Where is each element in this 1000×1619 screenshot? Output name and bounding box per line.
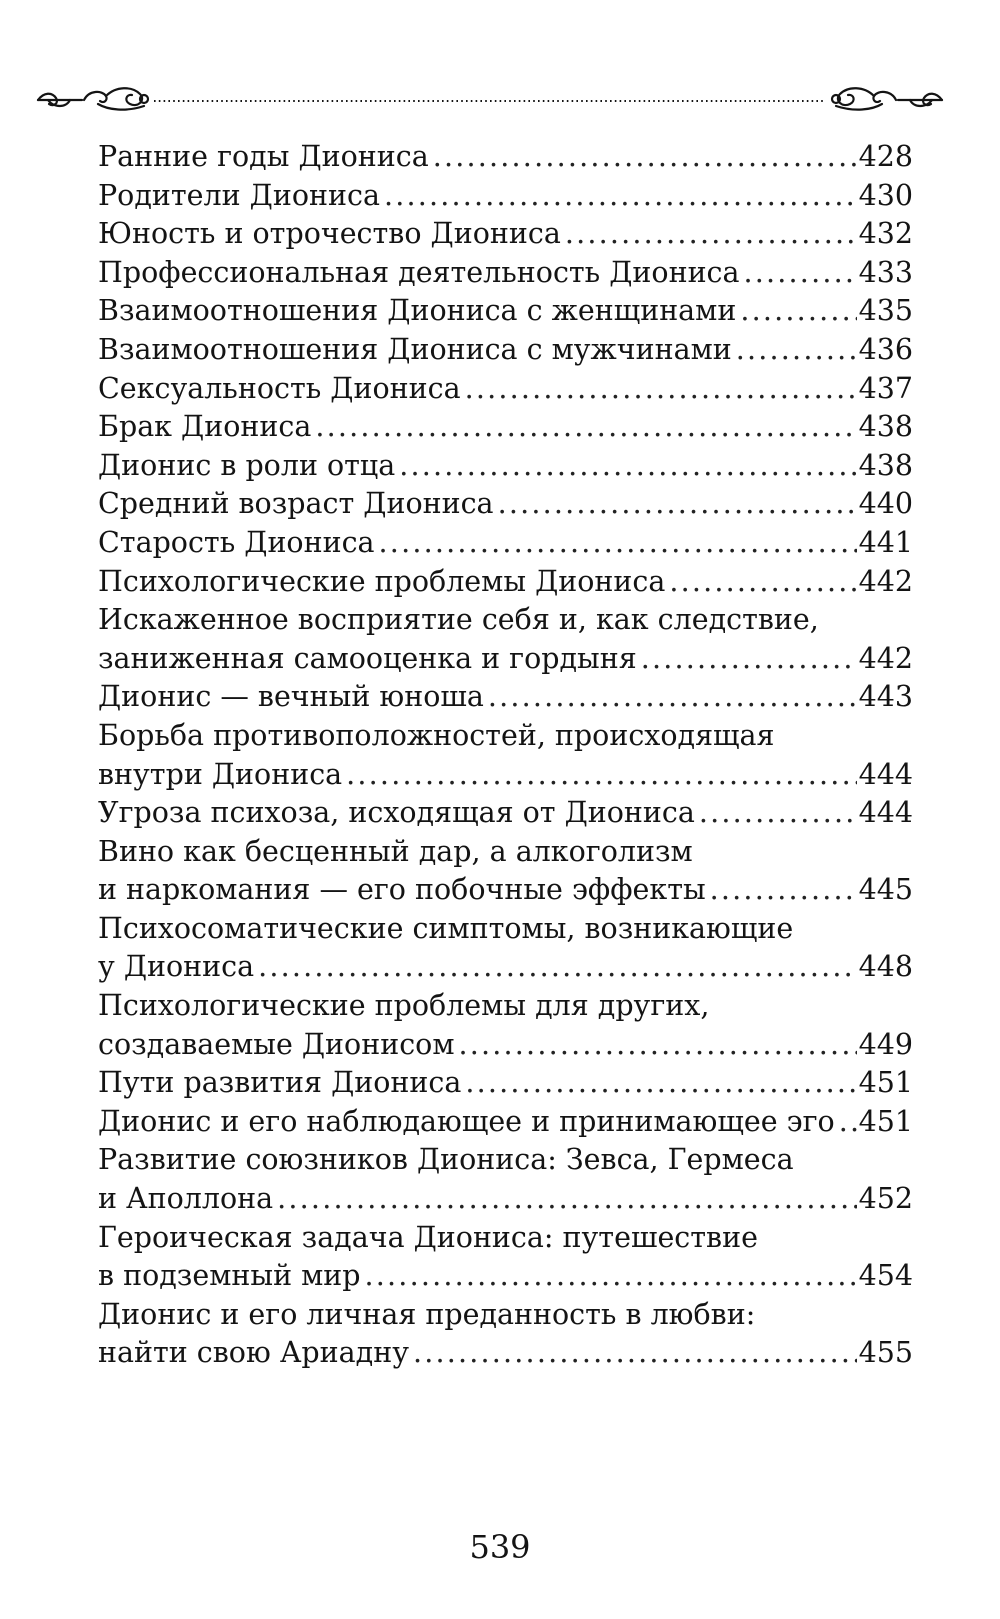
toc-entry-title: Взаимоотношения Диониса с женщинами <box>98 294 737 328</box>
toc-entry-title: Старость Диониса <box>98 525 375 559</box>
toc-entry <box>98 331 913 370</box>
toc-entry-page: 451 <box>858 1104 913 1138</box>
toc-entry-title: Профессиональная деятельность Диониса <box>98 255 740 289</box>
toc-entry-title: в подземный мир <box>98 1259 361 1293</box>
toc-entry <box>98 408 913 447</box>
toc-entry-page: 441 <box>858 525 913 559</box>
dot-leader <box>488 678 857 717</box>
toc-entry <box>98 138 913 177</box>
dot-leader <box>565 215 857 254</box>
dot-leader <box>258 948 856 987</box>
toc-entry-continued <box>98 1141 913 1180</box>
dot-leader <box>459 1026 857 1065</box>
toc-entry-title: Психологические проблемы для других, <box>98 989 710 1023</box>
dot-leader <box>465 1064 856 1103</box>
dot-leader <box>641 640 857 679</box>
dot-leader <box>277 1180 856 1219</box>
toc-entry <box>98 1257 913 1296</box>
toc-entry-title: Угроза психоза, исходящая от Диониса <box>98 796 695 830</box>
toc-entry-title: Психологические проблемы Диониса <box>98 564 666 598</box>
dot-leader <box>744 254 857 293</box>
dot-leader <box>699 794 857 833</box>
toc-entry <box>98 871 913 910</box>
toc-entry-continued <box>98 1219 913 1258</box>
dot-leader <box>740 292 856 331</box>
toc-entry-title: Сексуальность Диониса <box>98 371 461 405</box>
dot-leader <box>433 138 857 177</box>
toc-entry-page: 455 <box>858 1336 913 1370</box>
toc-entry-title: Вино как бесценный дар, а алкоголизм <box>98 834 693 868</box>
toc-entry-title: Искаженное восприятие себя и, как следствие, <box>98 603 819 637</box>
dot-leader <box>379 524 857 563</box>
dot-leader <box>399 447 856 486</box>
dot-leader <box>365 1257 857 1296</box>
toc-entry-continued <box>98 987 913 1026</box>
toc-entry-page: 437 <box>858 371 913 405</box>
toc-entry-title: Психосоматические симптомы, возникающие <box>98 911 794 945</box>
toc-entry <box>98 524 913 563</box>
toc-entry-page: 444 <box>858 757 913 791</box>
toc-entry <box>98 1180 913 1219</box>
scroll-flourish-divider-icon <box>34 82 946 116</box>
toc-entry-title: создаваемые Дионисом <box>98 1027 455 1061</box>
toc-entry-page: 436 <box>858 332 913 366</box>
toc-entry <box>98 1026 913 1065</box>
toc-entry-title: Юность и отрочество Диониса <box>98 217 561 251</box>
dot-leader <box>498 485 857 524</box>
dot-leader <box>384 177 857 216</box>
toc-entry <box>98 756 913 795</box>
toc-entry <box>98 177 913 216</box>
toc-entry-title: Пути развития Диониса <box>98 1066 462 1100</box>
toc-entry-page: 440 <box>858 487 913 521</box>
toc-entry <box>98 948 913 987</box>
toc-entry-page: 448 <box>858 950 913 984</box>
toc-entry-title: Развитие союзников Диониса: Зевса, Гермеса <box>98 1143 794 1177</box>
dot-leader <box>315 408 856 447</box>
toc-entry-title: Взаимоотношения Диониса с мужчинами <box>98 332 732 366</box>
toc-entry <box>98 447 913 486</box>
toc-entry-page: 442 <box>858 641 913 675</box>
toc-entry-title: найти свою Ариадну <box>98 1336 409 1370</box>
toc-entry-title: Дионис и его личная преданность в любви: <box>98 1297 756 1331</box>
page-number: 539 <box>469 1528 531 1566</box>
toc-entry-page: 432 <box>858 217 913 251</box>
toc-entry <box>98 1103 913 1142</box>
toc-entry-title: и наркомания — его побочные эффекты <box>98 873 706 907</box>
toc-entry-page: 435 <box>858 294 913 328</box>
toc-entry-page: 443 <box>858 680 913 714</box>
toc-entry <box>98 370 913 409</box>
dot-leader <box>413 1334 857 1373</box>
toc-entry-continued <box>98 717 913 756</box>
toc-entry-page: 451 <box>858 1066 913 1100</box>
toc-entry-page: 454 <box>858 1259 913 1293</box>
toc-entry-page: 438 <box>858 410 913 444</box>
dot-leader <box>465 370 857 409</box>
toc-entry <box>98 1334 913 1373</box>
toc-entry-page: 449 <box>858 1027 913 1061</box>
dot-leader <box>736 331 857 370</box>
toc-entry-page: 445 <box>858 873 913 907</box>
toc-entry-title: заниженная самооценка и гордыня <box>98 641 637 675</box>
toc-entry-page: 442 <box>858 564 913 598</box>
table-of-contents <box>98 138 913 1373</box>
toc-entry-title: внутри Диониса <box>98 757 343 791</box>
dot-leader <box>346 756 856 795</box>
toc-entry <box>98 485 913 524</box>
toc-entry-title: у Диониса <box>98 950 255 984</box>
toc-entry <box>98 254 913 293</box>
toc-entry <box>98 794 913 833</box>
toc-entry-page: 438 <box>858 448 913 482</box>
toc-entry-continued <box>98 910 913 949</box>
toc-entry-title: Дионис — вечный юноша <box>98 680 484 714</box>
dot-leader <box>710 871 857 910</box>
toc-entry-title: Средний возраст Диониса <box>98 487 494 521</box>
toc-entry-title: и Аполлона <box>98 1182 274 1216</box>
toc-entry-continued <box>98 601 913 640</box>
toc-entry-page: 433 <box>858 255 913 289</box>
toc-entry <box>98 563 913 602</box>
toc-entry <box>98 292 913 331</box>
toc-entry-title: Брак Диониса <box>98 410 312 444</box>
dot-leader <box>669 563 856 602</box>
toc-entry <box>98 1064 913 1103</box>
toc-entry <box>98 640 913 679</box>
toc-entry-title: Родители Диониса <box>98 178 380 212</box>
toc-entry <box>98 678 913 717</box>
toc-entry-page: 452 <box>858 1182 913 1216</box>
toc-entry-title: Борьба противоположностей, происходящая <box>98 718 775 752</box>
toc-entry-continued <box>98 1296 913 1335</box>
toc-entry-page: 430 <box>858 178 913 212</box>
dot-leader <box>839 1103 857 1142</box>
toc-entry-page: 428 <box>858 140 913 173</box>
toc-entry-title: Дионис и его наблюдающее и принимающее эго <box>98 1104 835 1138</box>
toc-entry <box>98 215 913 254</box>
toc-entry-title: Ранние годы Диониса <box>98 140 429 173</box>
toc-entry-page: 444 <box>858 796 913 830</box>
toc-entry-title: Дионис в роли отца <box>98 448 396 482</box>
toc-entry-continued <box>98 833 913 872</box>
toc-entry-title: Героическая задача Диониса: путешествие <box>98 1220 758 1254</box>
